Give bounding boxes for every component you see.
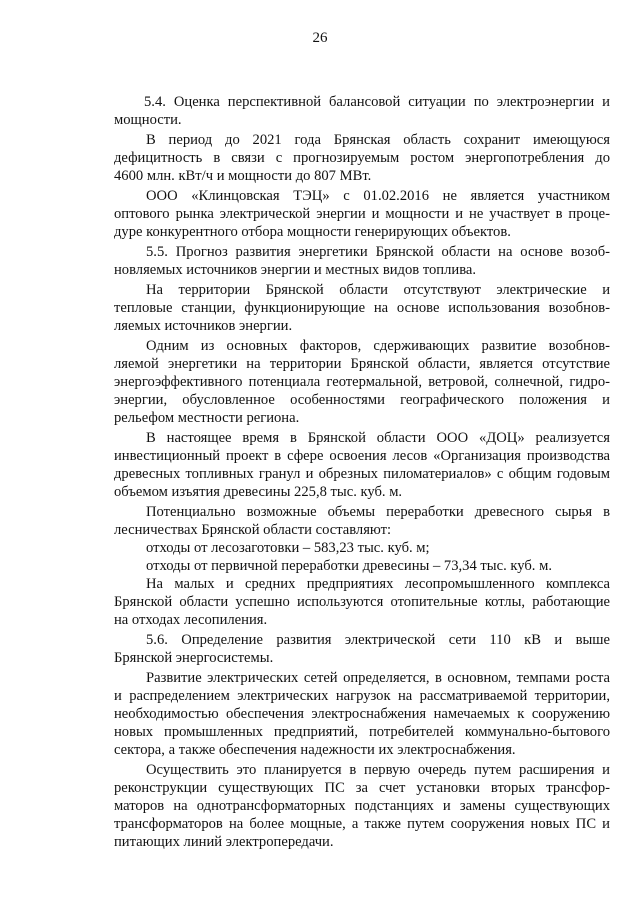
text-line: На территории Брянской области отсутствуют электрические и [146,282,610,298]
text-line: оптового рынка электрической энергии и мощности и не участвует в проце- [114,206,610,222]
paragraph [114,131,610,185]
text-line: маторов на однотрансформаторных подстанциях и замены существующих [114,798,610,814]
text-line: рельефом местности региона. [114,410,300,426]
list-item [114,539,610,557]
text-line: сектора, а также обеспечения надежности их электроснабжения. [114,742,516,758]
text-line: новляемых источников энергии и местных видов топлива. [114,262,477,278]
text-line: отходы от первичной переработки древесины – 73,34 тыс. куб. м. [146,558,552,574]
text-line: энергии, обусловленное особенностями географического положения и [114,392,610,408]
text-line: необходимостью обеспечения электроснабжения намечаемых к сооружению [114,706,610,722]
text-line: объемом изъятия древесины 225,8 тыс. куб. м. [114,484,403,500]
text-line: дуре конкурентного отбора мощности генерирующих объектов. [114,224,511,240]
paragraph [114,503,610,539]
paragraph [114,337,610,427]
text-line: древесных топливных гранул и обрезных пиломатериалов» с общим годовым [114,466,610,482]
text-line: 5.5. Прогноз развития энергетики Брянской области на основе возоб- [146,244,610,260]
text-line: ООО «Клинцовская ТЭЦ» с 01.02.2016 не является участником [146,188,610,204]
text-line: новых промышленных предприятий, потребителей коммунально-бытового [114,724,610,740]
text-line: Осуществить это планируется в первую очередь путем расширения и [146,762,610,778]
text-line: 4600 млн. кВт/ч и мощности до 807 МВт. [114,168,372,184]
text-line: мощности. [114,112,182,128]
text-line: Брянской энергосистемы. [114,650,274,666]
text-line: Развитие электрических сетей определяется, в основном, темпами роста [146,670,610,686]
text-line: ляемых источников энергии. [114,318,293,334]
text-line: трансформаторов на более мощные, а также путем сооружения новых ПС и [114,816,610,832]
text-line: инвестиционный проект в сфере освоения лесов «Организация производства [114,448,610,464]
paragraph [114,281,610,335]
text-line: лесничествах Брянской области составляют: [114,522,392,538]
text-line: на отходах лесопиления. [114,612,268,628]
text-line: Потенциально возможные объемы переработки древесного сырья в [146,504,610,520]
text-line: В период до 2021 года Брянская область сохранит имеющуюся [146,132,610,148]
paragraph [114,187,610,241]
text-line: энергоэффективного потенциала геотермальной, ветровой, солнечной, гидро- [114,374,610,390]
document-body [114,93,610,851]
page-number: 26 [312,30,328,46]
text-line: 5.4. Оценка перспективной балансовой ситуации по электроэнергии и [144,94,610,110]
paragraph-heading-5-5 [114,243,610,279]
text-line: В настоящее время в Брянской области ООО «ДОЦ» реализуется [146,430,610,446]
paragraph-heading-5-6 [114,631,610,667]
text-line: тепловые станции, функционирующие на основе использования возобнов- [114,300,610,316]
paragraph [114,575,610,629]
text-line: реконструкции существующих ПС за счет установки вторых трансфор- [114,780,610,796]
text-line: 5.6. Определение развития электрической сети 110 кВ и выше [146,632,610,648]
list-item [114,557,610,575]
text-line: отходы от лесозаготовки – 583,23 тыс. куб. м; [146,540,430,556]
paragraph-heading-5-4 [114,93,610,129]
paragraph [114,761,610,851]
text-line: ляемой энергетики на территории Брянской области, является отсутствие [114,356,610,372]
text-line: питающих линий электропередачи. [114,834,334,850]
paragraph [114,669,610,759]
text-line: Брянской области успешно используются отопительные котлы, работающие [114,594,610,610]
text-line: дефицитность в связи с прогнозируемым ростом энергопотребления до [114,150,610,166]
text-line: На малых и средних предприятиях лесопромышленного комплекса [146,576,610,592]
text-line: и распределением электрических нагрузок на рассматриваемой территории, [114,688,610,704]
paragraph [114,429,610,501]
text-line: Одним из основных факторов, сдерживающих развитие возобнов- [146,338,610,354]
